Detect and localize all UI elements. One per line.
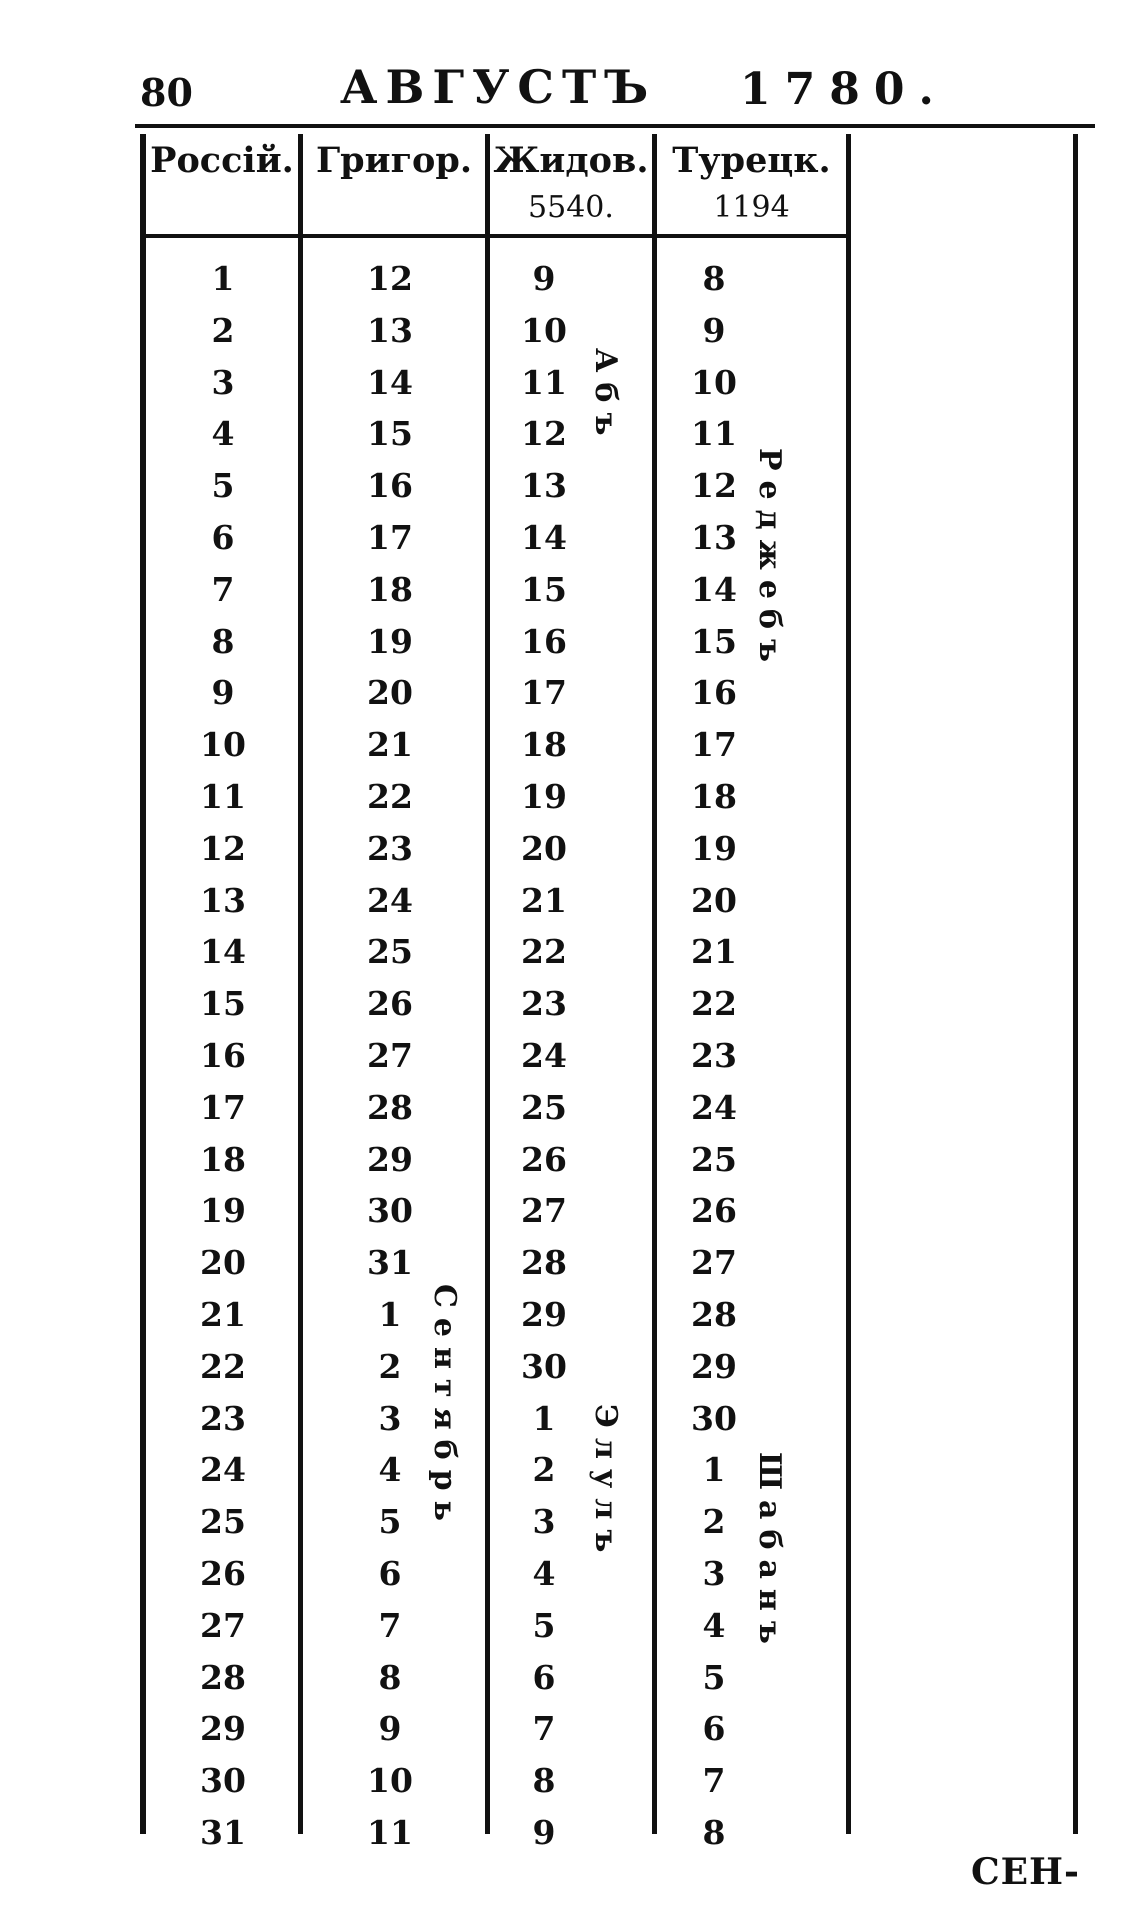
turkish-day-20: 27 <box>691 1243 737 1283</box>
gregorian-day-24: 4 <box>378 1450 402 1490</box>
turkish-day-1: 8 <box>702 259 726 298</box>
label-september: Сентябрь <box>427 1284 462 1532</box>
jewish-day-8: 16 <box>521 621 567 661</box>
jewish-day-10: 18 <box>521 725 567 765</box>
jewish-day-19: 27 <box>521 1191 567 1231</box>
turkish-day-17: 24 <box>691 1087 737 1127</box>
jewish-day-15: 23 <box>521 984 567 1024</box>
label-av: Абъ <box>588 348 623 446</box>
russian-day-29: 29 <box>200 1709 246 1749</box>
label-elul: Элулъ <box>588 1404 623 1563</box>
jewish-day-26: 4 <box>532 1553 556 1593</box>
turkish-day-5: 12 <box>691 466 737 506</box>
jewish-day-31: 9 <box>532 1812 556 1852</box>
russian-day-4: 4 <box>211 414 235 454</box>
gregorian-day-18: 29 <box>367 1139 413 1179</box>
jewish-day-1: 9 <box>532 259 556 298</box>
gregorian-day-21: 1 <box>378 1294 402 1334</box>
russian-day-3: 3 <box>211 362 235 402</box>
turkish-day-31: 8 <box>702 1812 726 1852</box>
header-turkish-year: 1194 <box>713 190 790 225</box>
label-redzheb: Реджебъ <box>752 448 787 673</box>
gregorian-day-19: 30 <box>367 1191 413 1231</box>
turkish-day-22: 29 <box>691 1346 737 1386</box>
russian-day-27: 27 <box>200 1605 246 1645</box>
turkish-day-29: 6 <box>702 1709 726 1749</box>
russian-day-5: 5 <box>211 466 235 506</box>
turkish-day-26: 3 <box>702 1553 726 1593</box>
turkish-day-11: 18 <box>691 776 737 816</box>
jewish-day-5: 13 <box>521 466 567 506</box>
turkish-day-7: 14 <box>691 569 737 609</box>
turkish-day-3: 10 <box>691 362 737 402</box>
gregorian-day-31: 11 <box>367 1812 413 1852</box>
russian-day-19: 19 <box>200 1191 246 1231</box>
russian-day-2: 2 <box>211 310 235 350</box>
jewish-day-16: 24 <box>521 1035 567 1075</box>
gregorian-day-26: 6 <box>378 1553 402 1593</box>
gregorian-day-3: 14 <box>367 362 413 402</box>
turkish-day-8: 15 <box>691 621 737 661</box>
jewish-day-2: 10 <box>521 310 567 350</box>
gregorian-day-4: 15 <box>367 414 413 454</box>
jewish-day-12: 20 <box>521 828 567 868</box>
jewish-day-22: 30 <box>521 1346 567 1386</box>
gregorian-day-23: 3 <box>378 1398 402 1438</box>
header-jewish-year: 5540. <box>528 190 614 225</box>
gregorian-day-8: 19 <box>367 621 413 661</box>
header-turkish: Турецк. <box>672 140 831 181</box>
column-russian <box>163 253 283 1859</box>
header-bottom-rule <box>140 234 850 238</box>
top-rule <box>135 124 1095 128</box>
header-jewish: Жидов. <box>493 140 649 181</box>
gregorian-day-22: 2 <box>378 1346 402 1386</box>
gregorian-day-12: 23 <box>367 828 413 868</box>
jewish-day-3: 11 <box>521 362 567 402</box>
gregorian-day-13: 24 <box>367 880 413 920</box>
jewish-day-20: 28 <box>521 1243 567 1283</box>
gregorian-day-14: 25 <box>367 932 413 972</box>
column-gregorian <box>330 253 450 1859</box>
gregorian-day-16: 27 <box>367 1035 413 1075</box>
gregorian-day-6: 17 <box>367 517 413 557</box>
turkish-day-25: 2 <box>702 1502 726 1542</box>
russian-day-11: 11 <box>200 776 246 816</box>
russian-day-26: 26 <box>200 1553 246 1593</box>
turkish-day-23: 30 <box>691 1398 737 1438</box>
gregorian-day-25: 5 <box>378 1502 402 1542</box>
russian-day-25: 25 <box>200 1502 246 1542</box>
russian-day-15: 15 <box>200 984 246 1024</box>
jewish-day-27: 5 <box>532 1605 556 1645</box>
russian-day-31: 31 <box>200 1812 246 1852</box>
page-header <box>140 60 948 120</box>
turkish-day-10: 17 <box>691 725 737 765</box>
turkish-day-27: 4 <box>702 1605 726 1645</box>
russian-day-13: 13 <box>200 880 246 920</box>
gregorian-day-27: 7 <box>378 1605 402 1645</box>
russian-day-10: 10 <box>200 725 246 765</box>
left-border <box>140 134 146 1834</box>
turkish-day-28: 5 <box>702 1657 726 1697</box>
gregorian-day-5: 16 <box>367 466 413 506</box>
russian-day-20: 20 <box>200 1243 246 1283</box>
gregorian-day-9: 20 <box>367 673 413 713</box>
russian-day-22: 22 <box>200 1346 246 1386</box>
column-divider-4 <box>846 134 851 1834</box>
russian-day-28: 28 <box>200 1657 246 1697</box>
right-border <box>1073 134 1078 1834</box>
column-divider-1 <box>298 134 303 1834</box>
header-russian: Россій. <box>150 140 294 181</box>
jewish-day-18: 26 <box>521 1139 567 1179</box>
turkish-day-30: 7 <box>702 1761 726 1801</box>
gregorian-day-11: 22 <box>367 776 413 816</box>
gregorian-day-30: 10 <box>367 1761 413 1801</box>
russian-day-18: 18 <box>200 1139 246 1179</box>
gregorian-day-29: 9 <box>378 1709 402 1749</box>
turkish-day-24: 1 <box>702 1450 726 1490</box>
jewish-day-30: 8 <box>532 1761 556 1801</box>
gregorian-day-10: 21 <box>367 725 413 765</box>
month-title: АВГУСТЪ <box>340 60 657 114</box>
turkish-day-21: 28 <box>691 1294 737 1334</box>
russian-day-23: 23 <box>200 1398 246 1438</box>
turkish-day-19: 26 <box>691 1191 737 1231</box>
turkish-day-13: 20 <box>691 880 737 920</box>
jewish-day-14: 22 <box>521 932 567 972</box>
russian-day-6: 6 <box>211 517 235 557</box>
jewish-day-23: 1 <box>532 1398 556 1438</box>
russian-day-21: 21 <box>200 1294 246 1334</box>
turkish-day-12: 19 <box>691 828 737 868</box>
jewish-day-11: 19 <box>521 776 567 816</box>
turkish-day-4: 11 <box>691 414 737 454</box>
russian-day-16: 16 <box>200 1035 246 1075</box>
jewish-day-29: 7 <box>532 1709 556 1749</box>
year: 1780. <box>740 64 948 115</box>
gregorian-day-28: 8 <box>378 1657 402 1697</box>
gregorian-day-20: 31 <box>367 1243 413 1283</box>
gregorian-day-17: 28 <box>367 1087 413 1127</box>
jewish-day-6: 14 <box>521 517 567 557</box>
turkish-day-14: 21 <box>691 932 737 972</box>
jewish-day-7: 15 <box>521 569 567 609</box>
gregorian-day-15: 26 <box>367 984 413 1024</box>
jewish-day-21: 29 <box>521 1294 567 1334</box>
gregorian-day-2: 13 <box>367 310 413 350</box>
russian-day-24: 24 <box>200 1450 246 1490</box>
jewish-day-9: 17 <box>521 673 567 713</box>
turkish-day-2: 9 <box>702 310 726 350</box>
jewish-day-13: 21 <box>521 880 567 920</box>
gregorian-day-7: 18 <box>367 569 413 609</box>
russian-day-14: 14 <box>200 932 246 972</box>
russian-day-17: 17 <box>200 1087 246 1127</box>
jewish-day-17: 25 <box>521 1087 567 1127</box>
header-gregorian: Григор. <box>315 140 473 181</box>
jewish-day-4: 12 <box>521 414 567 454</box>
jewish-day-28: 6 <box>532 1657 556 1697</box>
russian-day-9: 9 <box>211 673 235 713</box>
turkish-day-6: 13 <box>691 517 737 557</box>
russian-day-8: 8 <box>211 621 235 661</box>
page-number: 80 <box>140 70 193 115</box>
turkish-day-15: 22 <box>691 984 737 1024</box>
gregorian-day-1: 12 <box>367 259 413 298</box>
jewish-day-25: 3 <box>532 1502 556 1542</box>
russian-day-30: 30 <box>200 1761 246 1801</box>
turkish-day-16: 23 <box>691 1035 737 1075</box>
turkish-day-18: 25 <box>691 1139 737 1179</box>
turkish-day-9: 16 <box>691 673 737 713</box>
russian-day-7: 7 <box>211 569 235 609</box>
label-shaban: Шабанъ <box>752 1452 787 1654</box>
russian-day-12: 12 <box>200 828 246 868</box>
catchword: СЕН- <box>970 1851 1080 1893</box>
jewish-day-24: 2 <box>532 1450 556 1490</box>
column-jewish <box>484 253 604 1859</box>
russian-day-1: 1 <box>211 259 235 298</box>
